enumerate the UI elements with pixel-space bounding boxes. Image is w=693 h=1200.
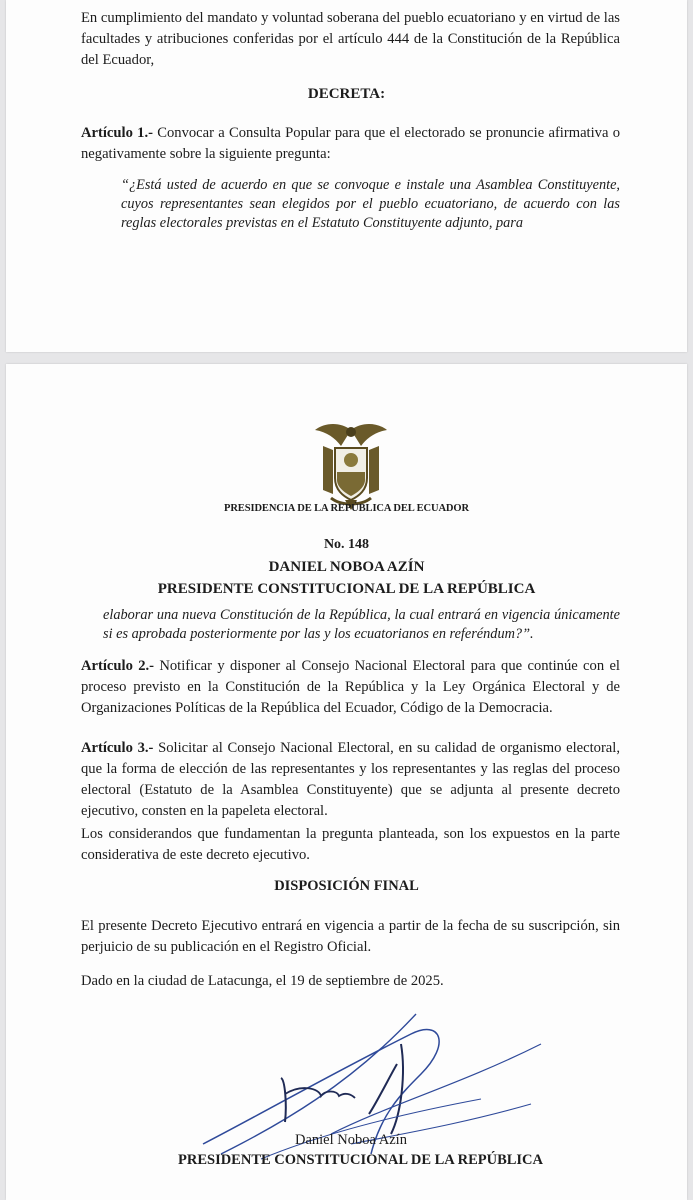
article-3 [81, 738, 620, 822]
article-1 [81, 123, 620, 165]
considerandos-paragraph: Los considerandos que fundamentan la pregunta planteada, son los expuestos en la parte considerativa de este decreto ejecutivo. [81, 826, 620, 863]
dado-line: Dado en la ciudad de Latacunga, el 19 de septiembre de 2025. [81, 973, 444, 989]
decree-page-2 [6, 364, 687, 1200]
article-2-label: Artículo 2.- [81, 658, 155, 674]
final-provision-heading: DISPOSICIÓN FINAL [274, 878, 419, 894]
president-title: PRESIDENTE CONSTITUCIONAL DE LA REPÚBLICA [157, 581, 536, 597]
article-2-text: Notificar y disponer al Consejo Nacional Electoral para que continúe con el proceso previsto en la Constitución de la República y la Ley Orgánica Electoral y de Organizaciones Políticas de la República del Ecuador, Código de la Democracia. [81, 658, 620, 716]
final-provision-text: El presente Decreto Ejecutivo entrará en vigencia a partir de la fecha de su suscripción, sin perjuicio de su publicación en el Registro Oficial. [81, 918, 620, 955]
signer-title: PRESIDENTE CONSTITUCIONAL DE LA REPÚBLICA [178, 1152, 543, 1168]
intro-paragraph: En cumplimiento del mandato y voluntad soberana del pueblo ecuatoriano y en virtud de las facultades y atribuciones conferidas por el artículo 444 de la Constitución de la República del Ecuador, [81, 10, 620, 68]
question-part-1: “¿Está usted de acuerdo en que se convoque e instale una Asamblea Constituyente, cuyos representantes sean elegidos por el pueblo ecuatoriano, de acuerdo con las reglas electorales previstas en el Estatuto Constituyente adjunto, para [121, 177, 620, 231]
decree-number: No. 148 [323, 537, 370, 552]
decreta-heading: DECRETA: [307, 86, 386, 102]
coat-of-arms-emblem [311, 420, 391, 510]
article-2 [81, 656, 620, 719]
decree-page-1 [6, 0, 687, 352]
question-part-2: elaborar una nueva Constitución de la República, la cual entrará en vigencia únicamente si es aprobada posteriormente por las y los ecuatorianos en referéndum?”. [103, 607, 620, 642]
article-3-text: Solicitar al Consejo Nacional Electoral, en su calidad de organismo electoral, que la forma de elección de las representantes y los representantes y las reglas del proceso electoral (Estatuto de la Asamblea Constituyente) que se adjunta al presente decreto ejecutivo, consten en la papeleta electoral. [81, 740, 620, 819]
article-1-text: Convocar a Consulta Popular para que el electorado se pronuncie afirmativa o negativamente sobre la siguiente pregunta: [81, 125, 620, 162]
article-1-label: Artículo 1.- [81, 125, 153, 141]
president-name: DANIEL NOBOA AZÍN [268, 559, 425, 575]
article-3-label: Artículo 3.- [81, 740, 154, 756]
signer-name: Daniel Noboa Azín [295, 1132, 407, 1148]
presidency-label: PRESIDENCIA DE LA REPÚBLICA DEL ECUADOR [224, 503, 469, 514]
